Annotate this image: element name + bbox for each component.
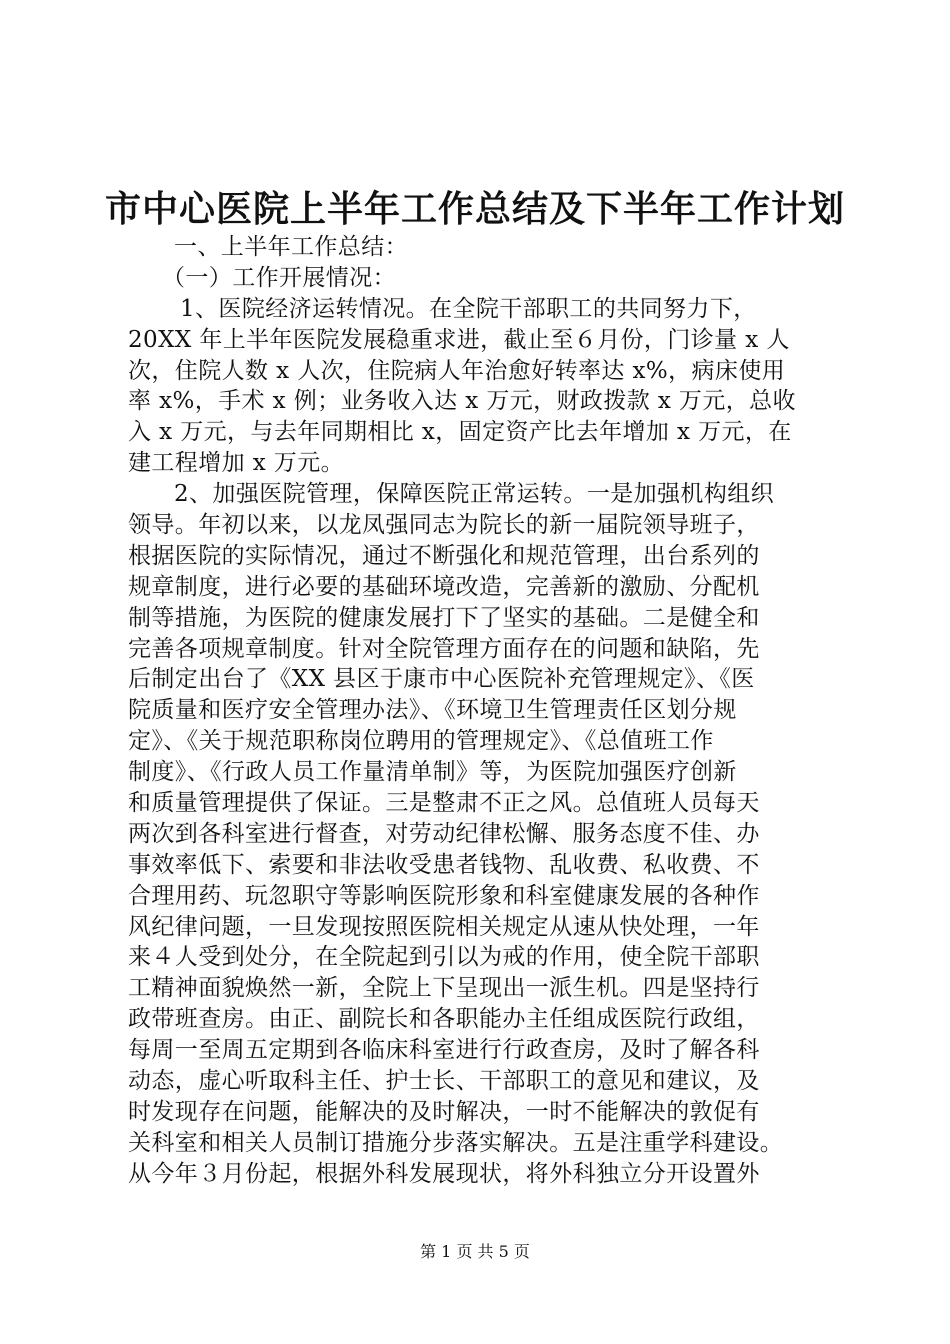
paragraph-line: 时发现存在问题，能解决的及时解决，一时不能解决的敦促有 bbox=[128, 1098, 760, 1125]
paragraph-line: 制等措施，为医院的健康发展打下了坚实的基础。二是健全和 bbox=[128, 604, 760, 631]
paragraph-line: 合理用药、玩忽职守等影响医院形象和科室健康发展的各种作 bbox=[128, 882, 760, 909]
document-title: 市中心医院上半年工作总结及下半年工作计划 bbox=[104, 188, 845, 230]
paragraph-line: 事效率低下、索要和非法收受患者钱物、乱收费、私收费、不 bbox=[128, 851, 760, 878]
paragraph-line: 领导。年初以来，以龙凤强同志为院长的新一届院领导班子， bbox=[128, 512, 760, 539]
paragraph-line: 入 x 万元，与去年同期相比 x，固定资产比去年增加 x 万元，在 bbox=[128, 419, 792, 446]
paragraph-line: 工精神面貌焕然一新，全院上下呈现出一派生机。四是坚持行 bbox=[128, 975, 760, 1002]
paragraph-line: 关科室和相关人员制订措施分步落实解决。五是注重学科建设。 bbox=[128, 1129, 784, 1156]
paragraph-line: 风纪律问题，一旦发现按照医院相关规定从速从快处理，一年 bbox=[128, 913, 760, 940]
paragraph-line: 后制定出台了《XX 县区于康市中心医院补充管理规定》、《医 bbox=[128, 666, 755, 693]
section-heading: 一、上半年工作总结： bbox=[174, 234, 408, 260]
paragraph-line: 规章制度，进行必要的基础环境改造，完善新的激励、分配机 bbox=[128, 573, 760, 600]
subsection-heading: （一）工作开展情况： bbox=[162, 264, 396, 291]
paragraph-line: 根据医院的实际情况，通过不断强化和规范管理，出台系列的 bbox=[128, 542, 760, 569]
paragraph-line: 制度》、《行政人员工作量清单制》等，为医院加强医疗创新 bbox=[128, 759, 737, 786]
paragraph-line: 政带班查房。由正、副院长和各职能办主任组成医院行政组， bbox=[128, 1006, 760, 1033]
paragraph-line: 1、医院经济运转情况。在全院干部职工的共同努力下， bbox=[180, 295, 757, 322]
paragraph-line: 两次到各科室进行督查，对劳动纪律松懈、服务态度不佳、办 bbox=[128, 820, 760, 847]
paragraph-line: 完善各项规章制度。针对全院管理方面存在的问题和缺陷，先 bbox=[128, 635, 760, 662]
paragraph-line: 定》、《关于规范职称岗位聘用的管理规定》、《总值班工作 bbox=[128, 728, 714, 755]
paragraph-line: 每周一至周五定期到各临床科室进行行政查房，及时了解各科 bbox=[128, 1037, 760, 1064]
paragraph-line: 2、加强医院管理，保障医院正常运转。一是加强机构组织 bbox=[174, 481, 775, 508]
paragraph-line: 从今年３月份起，根据外科发展现状，将外科独立分开设置外 bbox=[128, 1160, 760, 1187]
document-body bbox=[128, 232, 828, 1190]
page-footer: 第 1 页 共 5 页 bbox=[420, 1242, 530, 1261]
paragraph-line: 率 x%，手术 x 例；业务收入达 x 万元，财政拨款 x 万元，总收 bbox=[128, 388, 796, 415]
paragraph-line: 20XX 年上半年医院发展稳重求进，截止至６月份，门诊量 x 人 bbox=[128, 326, 790, 353]
paragraph-line: 和质量管理提供了保证。三是整肃不正之风。总值班人员每天 bbox=[128, 790, 760, 817]
paragraph-line: 建工程增加 x 万元。 bbox=[128, 450, 344, 477]
paragraph-line: 院质量和医疗安全管理办法》、《环境卫生管理责任区划分规 bbox=[128, 697, 737, 724]
paragraph-line: 来４人受到处分，在全院起到引以为戒的作用，使全院干部职 bbox=[128, 944, 760, 971]
paragraph-line: 次，住院人数 x 人次，住院病人年治愈好转率达 x%，病床使用 bbox=[128, 357, 786, 384]
paragraph-line: 动态，虚心听取科主任、护士长、干部职工的意见和建议，及 bbox=[128, 1068, 760, 1095]
